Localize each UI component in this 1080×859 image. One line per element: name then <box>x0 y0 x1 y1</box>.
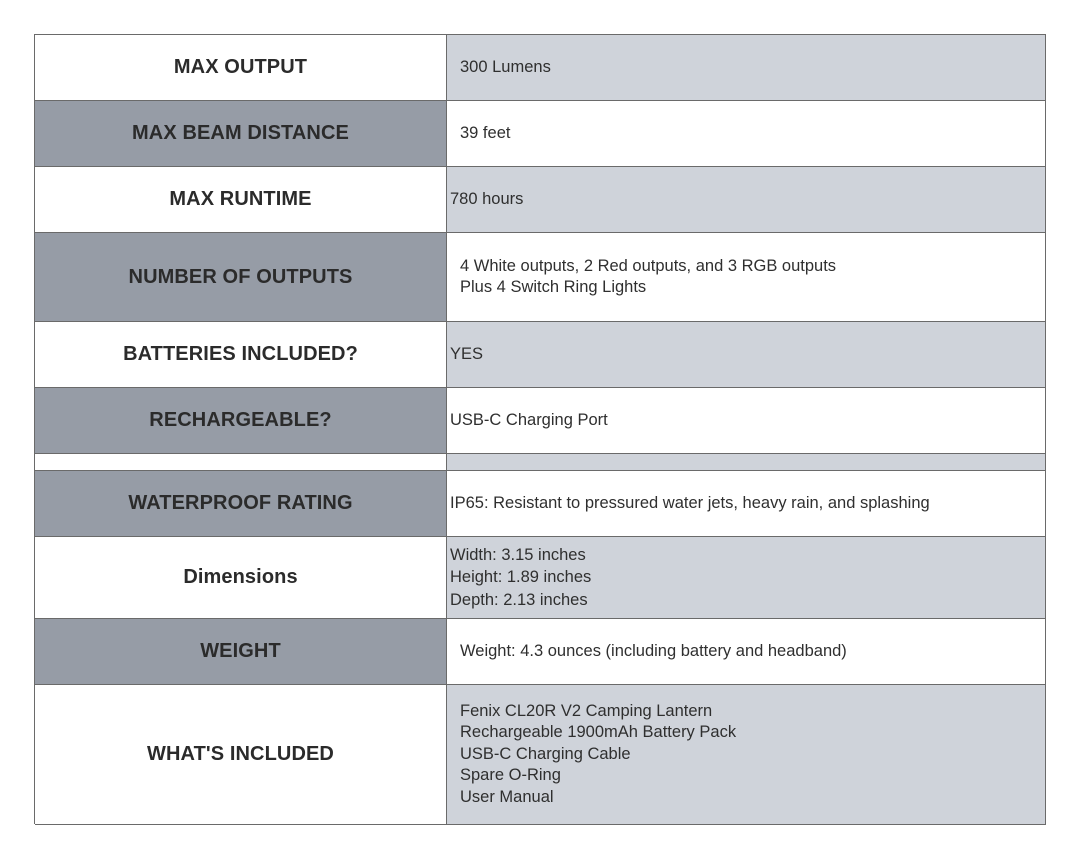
spec-label <box>35 101 447 167</box>
spec-label-text: RECHARGEABLE? <box>149 409 332 431</box>
spec-label-text: NUMBER OF OUTPUTS <box>128 265 353 288</box>
spec-value-line: Rechargeable 1900mAh Battery Pack <box>460 723 737 742</box>
spec-row-waterproof-rating <box>35 471 1046 537</box>
spec-value <box>447 685 1046 825</box>
spec-row-dimensions <box>35 537 1046 619</box>
spec-row-empty <box>35 454 1046 471</box>
spec-value-line: Plus 4 Switch Ring Lights <box>460 278 647 296</box>
spec-row-rechargeable <box>35 388 1046 454</box>
spec-table <box>34 34 1046 824</box>
spec-label <box>35 233 447 322</box>
spec-value <box>447 388 1046 454</box>
spec-label-text: MAX RUNTIME <box>169 188 312 210</box>
spec-value-line: 780 hours <box>450 189 524 208</box>
spec-label <box>35 454 447 471</box>
spec-label <box>35 471 447 537</box>
spec-value-line: Fenix CL20R V2 Camping Lantern <box>460 701 713 720</box>
spec-label-text: BATTERIES INCLUDED? <box>123 343 358 365</box>
spec-label-text: WHAT'S INCLUDED <box>147 743 334 765</box>
spec-row-whats-included <box>35 685 1046 825</box>
spec-value-line: 300 Lumens <box>460 57 551 76</box>
spec-value-line: Weight: 4.3 ounces (including battery and headband) <box>460 641 847 660</box>
spec-value <box>447 537 1046 619</box>
spec-value-line: 39 feet <box>460 123 511 142</box>
spec-label-text: Dimensions <box>183 566 298 588</box>
spec-label-text: WEIGHT <box>200 640 281 662</box>
spec-label <box>35 619 447 685</box>
spec-row-batteries-included <box>35 322 1046 388</box>
spec-value <box>447 471 1046 537</box>
spec-value-line: Spare O-Ring <box>460 766 561 785</box>
spec-value <box>447 619 1046 685</box>
spec-value-line: YES <box>450 344 484 363</box>
spec-label-text: MAX BEAM DISTANCE <box>132 122 349 144</box>
spec-row-number-of-outputs <box>35 233 1046 322</box>
spec-value <box>447 35 1046 101</box>
spec-value <box>447 454 1046 471</box>
spec-label <box>35 685 447 825</box>
spec-value <box>447 233 1046 322</box>
spec-value-line: 4 White outputs, 2 Red outputs, and 3 RGB outputs <box>460 256 837 275</box>
spec-label <box>35 167 447 233</box>
spec-label <box>35 388 447 454</box>
spec-value-line: USB-C Charging Cable <box>460 744 631 763</box>
spec-row-max-beam-distance <box>35 101 1046 167</box>
spec-label-text: WATERPROOF RATING <box>128 492 353 514</box>
spec-label-text: MAX OUTPUT <box>173 56 308 78</box>
spec-value <box>447 167 1046 233</box>
spec-value-line: IP65: Resistant to pressured water jets, heavy rain, and splashing <box>450 493 930 512</box>
spec-label <box>35 35 447 101</box>
spec-value-line: User Manual <box>460 787 554 806</box>
spec-value-line: Width: 3.15 inches <box>450 545 586 564</box>
spec-row-max-output <box>35 35 1046 101</box>
spec-row-max-runtime <box>35 167 1046 233</box>
spec-row-weight <box>35 619 1046 685</box>
spec-label <box>35 322 447 388</box>
spec-label <box>35 537 447 619</box>
spec-value-line: Height: 1.89 inches <box>450 568 592 587</box>
spec-value-line: USB-C Charging Port <box>450 410 608 429</box>
spec-value-line: Depth: 2.13 inches <box>450 590 588 609</box>
spec-value <box>447 101 1046 167</box>
spec-value <box>447 322 1046 388</box>
